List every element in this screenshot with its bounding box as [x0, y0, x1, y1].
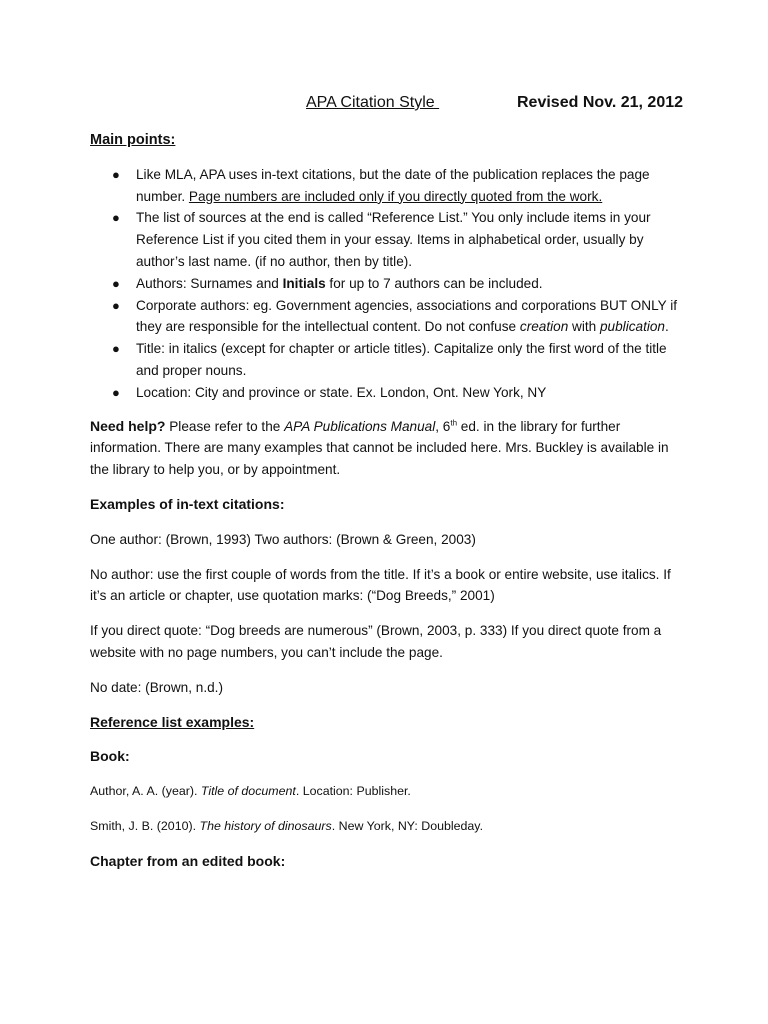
manual-title: APA Publications Manual: [284, 418, 436, 434]
one-author-example: One author: (Brown, 1993) Two authors: (Brown & Green, 2003): [90, 531, 476, 547]
bullet-text: The list of sources at the end is called “Reference List.” You only include items in your Reference List if you cited them in your essay. Items in alphabetical order, usually by author’s last name. (if no author, then by title).: [136, 210, 651, 269]
revision-date: Revised Nov. 21, 2012: [517, 94, 684, 111]
list-item: [90, 295, 680, 339]
paragraph-text: , 6: [435, 418, 451, 434]
bullet-icon: ●: [112, 275, 120, 291]
reference-title: The history of dinosaurs: [199, 818, 332, 833]
list-item: [90, 273, 680, 295]
need-help-lead: Need help?: [90, 417, 166, 434]
bullet-text: Like MLA, APA uses in-text citations, but the date of the publication replaces the page number.: [136, 166, 650, 204]
bullet-icon: ●: [112, 384, 120, 400]
paragraph-text: Please refer to the: [165, 418, 285, 434]
direct-quote-example: If you direct quote: “Dog breeds are numerous” (Brown, 2003, p. 333) If you direct quote from a website with no page numbers, you can’t include the page.: [90, 623, 662, 660]
bullet-text: for up to 7 authors can be included.: [325, 275, 543, 291]
bullet-text: .: [665, 319, 669, 335]
document-body: [90, 130, 680, 886]
main-points-heading: Main points:: [90, 132, 176, 148]
reference-text: . New York, NY: Doubleday.: [331, 818, 484, 833]
list-item: [90, 164, 680, 208]
bullet-text-italic: creation: [519, 319, 569, 335]
bullet-text-underlined: Page numbers are included only if you directly quoted from the work.: [188, 188, 603, 204]
paragraph-text: ed. in the library for further information. There are many examples that cannot be included here. Mrs. Buckley is available in the library to help you, or by appointment.: [90, 418, 669, 478]
superscript: th: [450, 418, 458, 428]
document-header: [0, 94, 768, 118]
bullet-icon: ●: [112, 210, 120, 226]
bullet-icon: ●: [112, 341, 120, 357]
reference-text: Author, A. A. (year).: [90, 784, 201, 799]
reference-text: Smith, J. B. (2010).: [90, 818, 200, 833]
chapter-heading: Chapter from an edited book:: [90, 852, 286, 869]
reference-title: Title of document: [200, 784, 296, 799]
reference-template: [90, 781, 680, 803]
bullet-icon: ●: [112, 297, 120, 313]
bullet-text: Title: in italics (except for chapter or article titles). Capitalize only the first word of the title and proper nouns.: [136, 341, 667, 378]
need-help-paragraph: [90, 416, 680, 481]
bullet-icon: ●: [112, 166, 120, 182]
reference-list-heading: Reference list examples:: [90, 713, 255, 730]
intext-heading: Examples of in-text citations:: [90, 495, 285, 512]
bullet-text: Corporate authors: eg. Government agencies, associations and corporations BUT ONLY if they are responsible for the intellectual content. Do not confuse: [136, 297, 678, 335]
no-author-example: No author: use the first couple of words from the title. If it’s a book or entire website, use italics. If it’s an article or chapter, use quotation marks: (“Dog Breeds,” 2001): [90, 566, 671, 604]
bullet-text: Authors: Surnames and: [136, 275, 283, 291]
list-item: [90, 207, 680, 272]
book-heading: Book:: [90, 748, 130, 765]
bullet-text: Location: City and province or state. Ex. London, Ont. New York, NY: [136, 384, 547, 400]
list-item: [90, 338, 680, 382]
bullet-text-italic: publication: [600, 319, 665, 335]
main-points-list: [90, 164, 680, 404]
reference-example: [90, 816, 680, 838]
bullet-text-bold: Initials: [282, 275, 326, 291]
bullet-text: with: [568, 319, 600, 335]
no-date-example: No date: (Brown, n.d.): [90, 679, 223, 695]
document-title: APA Citation Style: [306, 94, 440, 111]
list-item: [90, 382, 680, 404]
reference-text: . Location: Publisher.: [295, 784, 411, 799]
